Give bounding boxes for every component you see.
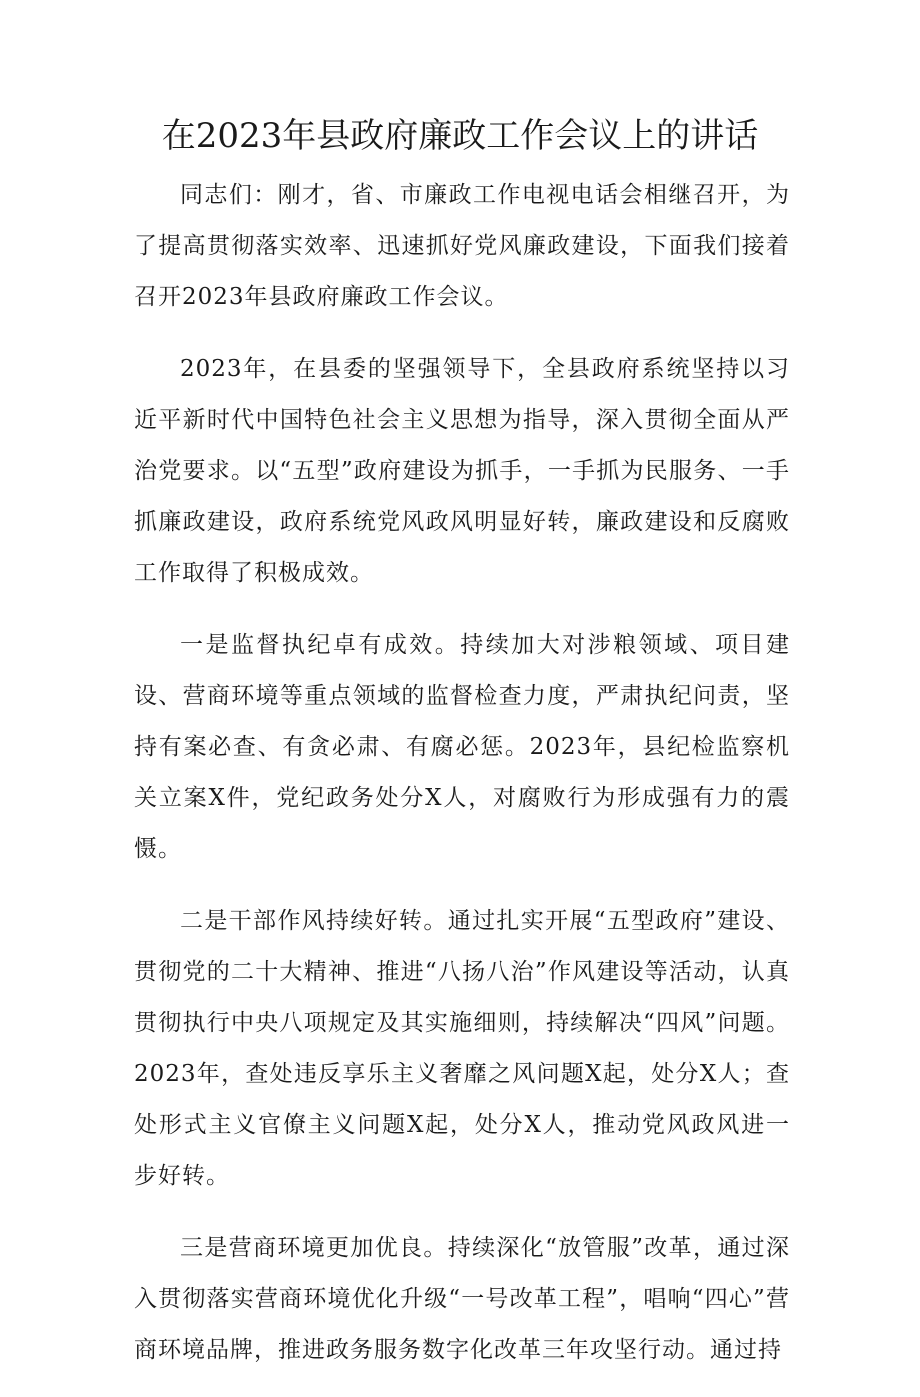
paragraph-point-three: 三是营商环境更加优良。持续深化“放管服”改革，通过深入贯彻落实营商环境优化升级“一号改革工程”，唱响“四心”营商环境品牌，推进政务服务数字化改革三年攻坚行动。通过持 bbox=[134, 1235, 790, 1363]
paragraph-summary: 2023年，在县委的坚强领导下，全县政府系统坚持以习近平新时代中国特色社会主义思想为指导，深入贯彻全面从严治党要求。以“五型”政府建设为抓手，一手抓为民服务、一手抓廉政建设，政府系统党风政风明显好转，廉政建设和反腐败工作取得了积极成效。 bbox=[134, 356, 790, 586]
document-title: 在2023年县政府廉政工作会议上的讲话 bbox=[161, 116, 759, 156]
document-body bbox=[134, 170, 790, 1397]
paragraph-opening: 同志们：刚才，省、市廉政工作电视电话会相继召开，为了提高贯彻落实效率、迅速抓好党风廉政建设，下面我们接着召开2023年县政府廉政工作会议。 bbox=[134, 182, 790, 310]
paragraph-point-two: 二是干部作风持续好转。通过扎实开展“五型政府”建设、贯彻党的二十大精神、推进“八扬八治”作风建设等活动，认真贯彻执行中央八项规定及其实施细则，持续解决“四风”问题。2023年，查处违反享乐主义奢靡之风问题X起，处分X人；查处形式主义官僚主义问题X起，处分X人，推动党风政风进一步好转。 bbox=[134, 908, 790, 1189]
paragraph-point-one: 一是监督执纪卓有成效。持续加大对涉粮领域、项目建设、营商环境等重点领域的监督检查力度，严肃执纪问责，坚持有案必查、有贪必肃、有腐必惩。2023年，县纪检监察机关立案X件，党纪政务处分X人，对腐败行为形成强有力的震慑。 bbox=[134, 632, 790, 862]
